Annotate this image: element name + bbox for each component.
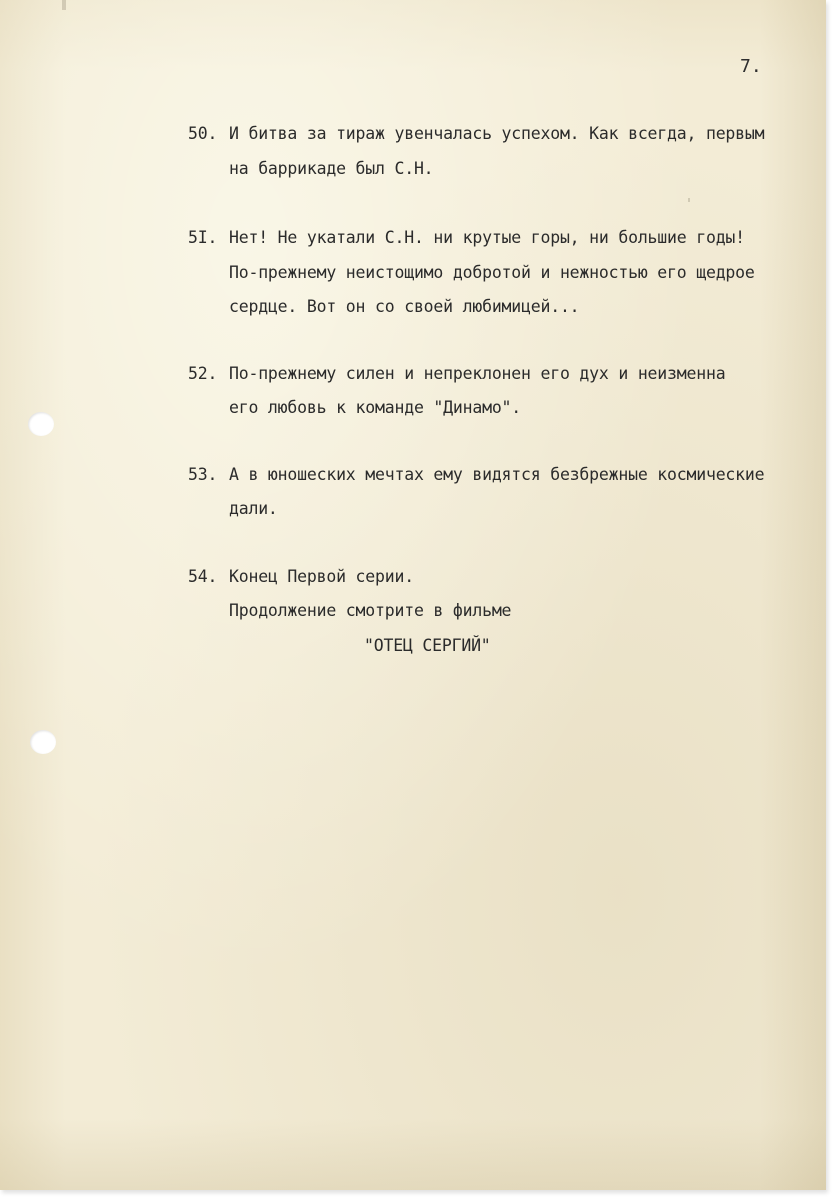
paragraph-text: Нет! Не укатали С.Н. ни крутые горы, ни большие годы! [229,228,745,247]
paragraph-text: А в юношеских мечтах ему видятся безбрежные космические [229,465,765,484]
paragraph-number: 53. [188,465,218,484]
punch-hole-bottom [30,730,56,754]
paragraph-number: 54. [188,567,218,586]
paragraph-text: Конец Первой серии. [229,567,414,586]
paragraph-50-line-1 [188,124,764,143]
paragraph-51-line-2: По-прежнему неистощимо добротой и нежностью его щедрое [229,263,755,282]
paragraph-52-line-1 [188,364,725,383]
paragraph-50-line-2: на баррикаде был С.Н. [229,159,434,178]
paragraph-52-line-2: его любовь к команде "Динамо". [229,398,522,417]
paragraph-number: 52. [188,364,218,383]
paragraph-text: По-прежнему силен и непреклонен его дух и неизменна [229,364,726,383]
paper-mark [62,0,66,10]
paper-speck [688,198,690,202]
film-title: "ОТЕЦ СЕРГИЙ" [364,636,491,655]
paragraph-51-line-3: сердце. Вот он со своей любимицей... [229,297,580,316]
paragraph-53-line-2: дали. [229,499,278,518]
paragraph-number: 50. [188,124,218,143]
paragraph-number: 5I. [188,228,218,247]
paragraph-54-line-1 [188,567,414,586]
paragraph-text: И битва за тираж увенчалась успехом. Как всегда, первым [229,124,765,143]
punch-hole-top [28,412,54,436]
paragraph-54-line-2: Продолжение смотрите в фильме [229,601,512,620]
page-number: 7. [740,56,762,77]
paragraph-53-line-1 [188,465,764,484]
paragraph-51-line-1 [188,228,745,247]
